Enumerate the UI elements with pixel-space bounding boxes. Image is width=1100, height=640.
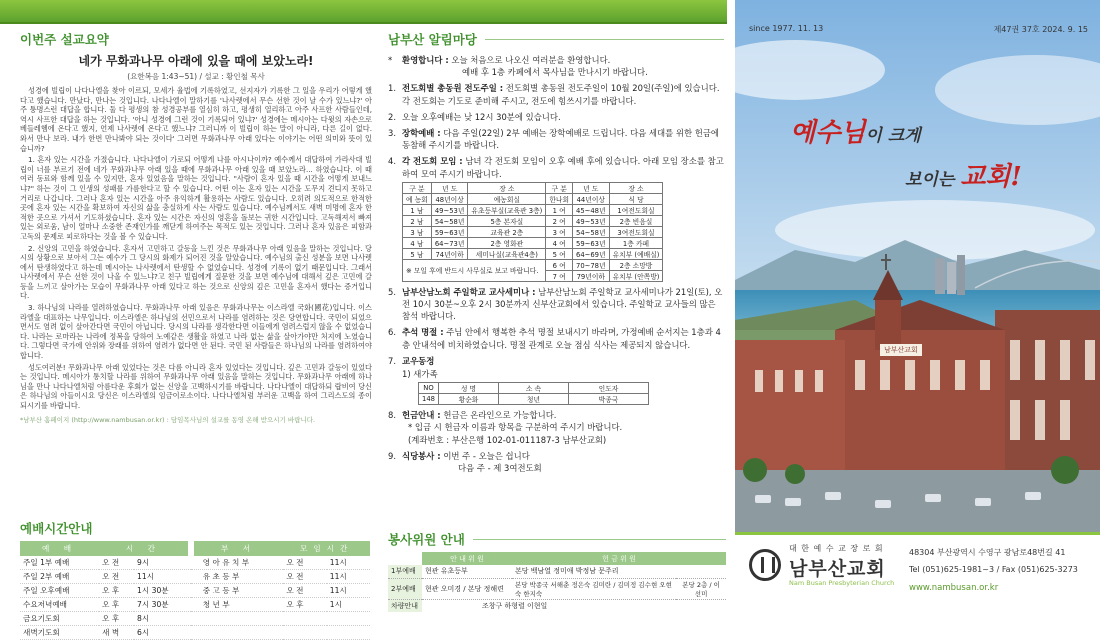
table-row xyxy=(20,556,370,570)
cell: 1 남 xyxy=(403,204,432,215)
table-row xyxy=(403,259,663,270)
cell: 식 당 xyxy=(609,193,663,204)
cell: 6 여 xyxy=(546,259,573,270)
notice-item xyxy=(388,155,724,179)
cell: 오 전 xyxy=(283,556,326,570)
since-date: since 1977. 11. 13 xyxy=(749,24,824,33)
item-key: 헌금안내 : xyxy=(402,410,441,421)
table-row xyxy=(20,626,370,640)
cell: 조창구 하형렬 이현일 xyxy=(482,601,548,610)
table-row xyxy=(403,226,663,237)
cell: 64~73년 xyxy=(431,237,468,248)
slogan-text: 보이는 xyxy=(905,170,961,190)
cell: 한나회 xyxy=(546,193,573,204)
announcements-heading: 남부산 알림마당 xyxy=(388,30,724,48)
cell: 새벽기도회 xyxy=(20,626,99,640)
cell: 예 농회 xyxy=(403,193,432,204)
cell: 수요저녁예배 xyxy=(20,598,99,612)
cell: 오 전 xyxy=(99,556,134,570)
cell: 59~63년 xyxy=(573,237,610,248)
col-header: 부 서 xyxy=(191,541,284,556)
cell: 8시 xyxy=(134,612,191,626)
church-photo xyxy=(735,0,1100,612)
cell: 본당 박종국 서해춘 정은숙 김미란 / 김미정 김수현 오현숙 한지숙 xyxy=(515,580,672,598)
meeting-place-table xyxy=(402,182,663,282)
slogan-text: 이 크게 xyxy=(865,126,921,146)
table-row xyxy=(20,598,370,612)
top-green-bar xyxy=(0,0,727,24)
cell: 4 여 xyxy=(546,237,573,248)
col-header: 소 속 xyxy=(498,383,568,394)
table-row xyxy=(388,578,726,599)
item-number: 3. xyxy=(388,128,396,139)
notice-item xyxy=(388,127,724,151)
cell: 1부예배 xyxy=(388,565,422,578)
item-key: 환영합니다 : xyxy=(402,55,449,65)
cell: 3 남 xyxy=(403,226,432,237)
homepage-note: *남부산 홈페이지 (http://www.nambusan.or.kr) : 담임목사님의 설교를 동영 온해 받으시기 바랍니다. xyxy=(20,415,316,424)
cell: 2 남 xyxy=(403,215,432,226)
notice-item xyxy=(388,82,724,106)
schedule-table xyxy=(20,541,370,640)
cell: 유 초 등 부 xyxy=(191,570,284,584)
table-row xyxy=(403,215,663,226)
sermon-title: 네가 무화과나무 아래에 있을 때에 보았노라! xyxy=(78,54,314,68)
notice-item xyxy=(388,326,724,350)
cell: 2부예배 xyxy=(388,578,422,599)
col-header: 시 간 xyxy=(99,541,191,556)
table-row xyxy=(403,204,663,215)
cell: 박종국 xyxy=(568,394,648,405)
cell: 1시 30분 xyxy=(134,584,191,598)
col-header: 인도자 xyxy=(568,383,648,394)
cell: 본당 백남열 정미애 박정남 문주리 xyxy=(515,567,619,576)
schedule-heading: 예배시간안내 xyxy=(20,521,93,536)
cell: 5 여 xyxy=(546,248,573,259)
sermon-paragraph: 3. 하나님의 나라를 열려하였습니다. 무화과나무 아래 있음은 무화과나무는 이스라엘 국화(國花)입니다. 이스라엘을 대표하는 나무입니다. 이스라엘은 하나님의 선민으로서 나라를 염려하는 것은 당연합니다. 국민이 되었으면서도 염려 없이 살아간다면 국민이 아닙니다. 당시의 나라를 생각한다면 이들에게 염려스럽지 않을 수 없었습니다. 나라는 로마라는 나라에 정복을 당하여 노예같은 생활을 하였고 나라 없는 삶을 살아가야만 처지에 노였습니다. 그렇다면 국가에 안위와 장래를 위하여 염려가 없다면 안 된다. 국민 된 사람들은 하나님의 나라를 염려하여야 합니다. xyxy=(20,303,372,361)
cell: 본당 2층 / 이선미 xyxy=(682,580,720,598)
col-header: 헌 금 위 원 xyxy=(512,552,726,565)
cell: 3 여 xyxy=(546,226,573,237)
col-header: NO xyxy=(419,383,439,394)
slogan-text: 교회! xyxy=(960,162,1022,192)
col-header: 안 내 위 원 xyxy=(422,552,512,565)
slogan-line2 xyxy=(905,156,1022,193)
item-number: 8. xyxy=(388,410,396,421)
item-text: 남부산남노회 주일학교 교사세미나가 21일(토), 오전 10시 30분~오후 2시 30분까지 신부산교회에서 있습니다. 주일학교 교사들의 많은 참석 바랍니다. xyxy=(402,286,723,322)
cell: 59~63년 xyxy=(431,226,468,237)
church-name: 남부산교회 xyxy=(789,558,886,580)
item-text: 전도회별 총동원 전도주일이 10월 20일(주일)에 있습니다. 각 전도회는 기도로 준비해 주시고, 전도에 힘쓰시기를 바랍니다. xyxy=(402,83,720,106)
cell: 1여전도회실 xyxy=(609,204,663,215)
table-note: ※ 모일 후에 반드시 사무실로 보고 바랍니다. xyxy=(403,259,546,281)
notice-item xyxy=(388,111,724,123)
cell: 차량안내 xyxy=(388,599,422,612)
table-row xyxy=(403,193,663,204)
item-text: 주님 안에서 행복한 추석 명절 보내시기 바라며, 가정예배 순서지는 1층과 4층 안내석에 비치하였습니다. 명절 관계로 오늘 점심 식사는 제공되지 않습니다. xyxy=(402,327,721,350)
sermon-paragraph: 성경에 빌립이 나다나엘을 찾아 이르되, 모세가 율법에 기록하였고, 선지자가 기록한 그 일을 우리가 어렇게 했다고 했습니다. 만났다, 만나는 것입니다. 나다나엘이 말하기를 '나사렛에서 무슨 선한 것이 날 수가 있느냐?' 아주 퉁명스런 대답을 합니다. 둘 다 평생의 참 성경공부를 열심히 하고, 평생히 열리하고 아주 사프한 사람들인데, 역시 사프한 대답을 하는 것입니다. '아니 성경에 그런 것이 기록되어 있냐?' 성경에는 메시아는 다윗의 자손으로 베들레헴에 온다고 했지, 언제 나사렛에 온다고 했느냐? 그러니까 이 빌립이 하는 말이 아니라, 다른 길이 없다. 와서 만나 보라. 내가 한번 만나봐야 되는 것이다' 그러면 무화과나무 아래 있다는 이야기는 어떤 의미와 뜻이 있습니까? xyxy=(20,86,372,153)
church-name-en: Nam Busan Presbyterian Church xyxy=(789,579,895,587)
cell: 유치부 (예배실) xyxy=(609,248,663,259)
item-text: 남녀 각 전도회 모임이 오후 예배 후에 있습니다. 아래 모임 장소를 참고하여 모여 주시기 바랍니다. xyxy=(402,156,724,179)
item-number: 9. xyxy=(388,450,396,461)
cell: 5층 본자실 xyxy=(468,215,546,226)
col-header: 구 분 xyxy=(403,182,432,193)
bank-account: (계좌번호 : 부산은행 102-01-011187-3 남부산교회) xyxy=(408,434,607,445)
church-footer xyxy=(735,532,1100,612)
col-header: 년 도 xyxy=(431,182,468,193)
cell: 2 여 xyxy=(546,215,573,226)
cell: 현관 유초등부 xyxy=(425,567,468,576)
item-number: 4. xyxy=(388,156,396,167)
slogan-text: 예수님 xyxy=(790,118,866,148)
worship-schedule xyxy=(20,519,370,640)
cell: 교육관 2층 xyxy=(468,226,546,237)
cell: 오 후 xyxy=(99,612,134,626)
cell: 7 여 xyxy=(546,270,573,281)
welcome-item: * 환영합니다 : 오늘 처음으로 나오신 여러분을 환영합니다. 예배 후 1층 카페에서 목사님을 만나시기 바랍니다. xyxy=(388,55,648,78)
cell: 148 xyxy=(419,394,439,405)
cell: 현관 오미경 / 본당 정해련 xyxy=(425,584,504,593)
cell: 48년이상 xyxy=(431,193,468,204)
cell: 예농회실 xyxy=(468,193,546,204)
new-family-table xyxy=(418,382,649,405)
cell: 45~48년 xyxy=(573,204,610,215)
table-row xyxy=(388,565,726,578)
cell: 3여전도회실 xyxy=(609,226,663,237)
table-row xyxy=(20,612,370,626)
cell: 79년이하 xyxy=(573,270,610,281)
sermon-paragraph: 1. 혼자 있는 시간을 가졌습니다. 나다나엘이 가로되 어떻게 나를 아시나이까? 예수께서 대답하여 가라사대 빌립이 너를 부르기 전에 네가 무화과나무 아래 있을 때에 무화과나무 아래 있을 때 보았노라... 하였습니다. 이 때 여러 동료와 함께 있을 수 있지만, 혼자 있었음을 말하는 것입니다. "사람이 혼자 있을 때 시간을 어떻게 보내느냐?" 하는 것이 그 인생의 성패를 가름한다고 할 수 있습니다. 어떤 이는 혼자 있는 시간을 도무지 견디지 못하고 거리로 나갑니다. 그러나 혼자 있는 시간을 아주 유익하게 활용하는 사람도 있습니다. 오히려 의도적으로 한적한 곳에 혼자 있는 시간을 확보하여 자신의 삶을 충실하게 사는 사람도 있습니다. 예수님께서도 새벽 미명에 혼자 한적한 곳으로 가셔서 기도하셨습니다. 혼자 있는 시간은 자신의 영혼을 돌보는 귀한 시간입니다. 고독해져서 빠져 있는 외로움, 남이 얼마나 소중한 존재인가를 깨닫게 하여주는 목적도 있는 것입니다. 그러나 혼자 있음은 피함과 고독의 문제로 피로하다는 것을 볼 수 있습니다. xyxy=(20,155,372,241)
cell: 주일 1부 예배 xyxy=(20,556,99,570)
notice-item xyxy=(388,450,724,474)
item-number: 1. xyxy=(388,83,396,94)
sermon-paragraph: 2. 신앙의 고민을 하였습니다. 혼자서 고민하고 갈등을 느낀 것은 무화과나무 아래 있음을 말하는 것입니다. 당시의 상황으로 보아서 그는 예수가 그 당시의 화제가 되어진 것을 알았습니다. 예수님의 출신 성분을 보면 나사렛에서 탄생하였다고 하는데 메시아는 나사렛에서 탄생할 수 없었습니다. 성경에 기록이 없기 때문입니다. 그래서 나사렛에서 무슨 선한 것이 나올 수 있느냐?고 친구 빌립에게 질문한 것을 보면 예수님에 대해서 깊은 고민에 갈등을 느끼고 살아가는 모습이 무화과나무 아래 있다고 하는 것으로 신앙의 깊은 고민을 혼자서 했다는 증거입니다. xyxy=(20,243,372,301)
phone-fax: Tel (051)625-1981~3 / Fax (051)625-3273 xyxy=(909,565,1078,574)
sermon-body xyxy=(20,86,372,411)
cell: 오 전 xyxy=(99,570,134,584)
item-number: 7. xyxy=(388,355,396,366)
sermon-meta: (요한복음 1:43~51) / 설교 : 황인철 목사 xyxy=(127,72,265,81)
cell: 청년 xyxy=(498,394,568,405)
table-row xyxy=(403,248,663,259)
cell: 2층 소망방 xyxy=(609,259,663,270)
cell: 오 후 xyxy=(99,598,134,612)
cell: 1층 카페 xyxy=(609,237,663,248)
volunteers-section xyxy=(388,530,726,612)
cell: 2층 빈음실 xyxy=(609,215,663,226)
address: 48304 부산광역시 수영구 광남로48번길 41 xyxy=(909,548,1066,557)
item-text: 다음 주 - 제 3여전도회 xyxy=(458,463,542,474)
cell: 금요기도회 xyxy=(20,612,99,626)
item-key: 장학예배 : xyxy=(402,128,441,139)
sermon-section xyxy=(20,30,372,424)
table-row xyxy=(388,599,726,612)
cell: 54~58년 xyxy=(431,215,468,226)
col-header: 년 도 xyxy=(573,182,610,193)
item-text: 이번 주 - 오늘은 쉽니다 xyxy=(443,450,530,461)
cell: 오 전 xyxy=(283,570,326,584)
cell: 6시 xyxy=(134,626,191,640)
cell: 1시 xyxy=(327,598,370,612)
cell: 오 후 xyxy=(99,584,134,598)
cell: 중 고 등 부 xyxy=(191,584,284,598)
table-row xyxy=(419,394,649,405)
col-header: 장 소 xyxy=(609,182,663,193)
cell: 유초등부실(교육관 3층) xyxy=(468,204,546,215)
col-header: 구 분 xyxy=(546,182,573,193)
item-text: 다음 주일(22일) 2부 예배는 장학예배로 드립니다. 다음 세대를 위한 헌금에 동참해 주시기를 바랍니다. xyxy=(402,128,719,151)
cell: 44년이상 xyxy=(573,193,610,204)
notice-item xyxy=(388,409,724,421)
cell: 49~53년 xyxy=(431,204,468,215)
item-number: 5. xyxy=(388,286,396,297)
table-row xyxy=(403,237,663,248)
church-seal-icon xyxy=(749,549,781,581)
cell: 영 아 유 치 부 xyxy=(191,556,284,570)
cell: 주일 2부 예배 xyxy=(20,570,99,584)
item-key: 식당봉사 : xyxy=(402,450,441,461)
sermon-heading: 이번주 설교요약 xyxy=(20,32,109,47)
cell: 유치부 (안쪽방) xyxy=(609,270,663,281)
cell: 2층 영화관 xyxy=(468,237,546,248)
cell: 74년이하 xyxy=(431,248,468,259)
cell: 세미나실(교육관4층) xyxy=(468,248,546,259)
item-number: 2. xyxy=(388,111,396,122)
announcements-section xyxy=(388,30,724,478)
issue-info: 제47권 37호 2024. 9. 15 xyxy=(993,25,1088,34)
table-row xyxy=(20,570,370,584)
col-header: 예 배 xyxy=(20,541,99,556)
notice-item xyxy=(388,286,724,323)
item-number: 6. xyxy=(388,327,396,338)
cell: 11시 xyxy=(327,584,370,598)
item-key: 각 전도회 모임 : xyxy=(402,156,463,167)
cell: 새 벽 xyxy=(99,626,134,640)
cell: 1 여 xyxy=(546,204,573,215)
slogan-line1 xyxy=(790,112,921,149)
col-header: 모임시간 xyxy=(283,541,370,556)
cell: 49~53년 xyxy=(573,215,610,226)
cell: 오 전 xyxy=(283,584,326,598)
bulletin-cover xyxy=(735,0,1100,612)
volunteers-table xyxy=(388,552,726,612)
item-key: 교우동정 xyxy=(402,355,435,366)
cell: 70~78년 xyxy=(573,259,610,270)
cell: 주일 오후예배 xyxy=(20,584,99,598)
volunteers-heading: 봉사위원 안내 xyxy=(388,530,726,548)
sermon-paragraph: 성도여러분! 무화과나무 아래 있었다는 것은 다름 아니라 혼자 있었다는 것입니다. 깊은 고민과 갈등이 있었다는 것입니다. 메시아가 통치할 나라를 위하여 무화과나무 아래 있음을 말하는 것입니다. 무화과나무 아래에 하나님을 만나 나다나엘처럼 아름다운 후회가 없는 신앙을 고백하시기를 바랍니다. 나다나엘이 대답하되 랍비여 당신은 하나님의 아들이시요 당신은 이스라엘의 임금이로소이다. 나다나엘처럼 부러운 고백을 하여 그리스도의 종이 되시기를 바랍니다. xyxy=(20,362,372,410)
website-link[interactable]: www.nambusan.or.kr xyxy=(909,583,999,593)
table-row xyxy=(20,584,370,598)
new-family-label: 1) 새가족 xyxy=(402,369,438,380)
cell: 11시 xyxy=(134,570,191,584)
item-text: 오늘 처음으로 나오신 여러분을 환영합니다. xyxy=(451,55,611,65)
cell: 오 후 xyxy=(283,598,326,612)
item-key: 추석 명절 : xyxy=(402,327,444,338)
notice-item xyxy=(388,355,724,367)
cell: 9시 xyxy=(134,556,191,570)
cell: 청 년 부 xyxy=(191,598,284,612)
item-key: 전도회별 총동원 전도주일 : xyxy=(402,83,504,94)
item-key: 남부산남노회 주일학교 교사세미나 : xyxy=(402,286,536,297)
item-text: 헌금은 온라인으로 가능합니다. xyxy=(443,410,557,421)
cell: 11시 xyxy=(327,556,370,570)
church-sign: 남부산교회 xyxy=(880,344,922,356)
offering-note: * 입금 시 헌금자 이름과 항목을 구분하여 주시기 바랍니다. xyxy=(408,422,623,433)
item-text: 오늘 오후예배는 낮 12시 30분에 있습니다. xyxy=(402,111,561,122)
denomination: 대 한 예 수 교 장 로 회 xyxy=(789,544,884,553)
cell: 7시 30분 xyxy=(134,598,191,612)
col-header: 성 명 xyxy=(438,383,498,394)
cell: 5 남 xyxy=(403,248,432,259)
cell: 64~69년 xyxy=(573,248,610,259)
cell: 황순화 xyxy=(438,394,498,405)
cell: 11시 xyxy=(327,570,370,584)
cell: 54~58년 xyxy=(573,226,610,237)
col-header: 장 소 xyxy=(468,182,546,193)
cell: 4 남 xyxy=(403,237,432,248)
item-text: 예배 후 1층 카페에서 목사님을 만나시기 바랍니다. xyxy=(462,67,648,78)
